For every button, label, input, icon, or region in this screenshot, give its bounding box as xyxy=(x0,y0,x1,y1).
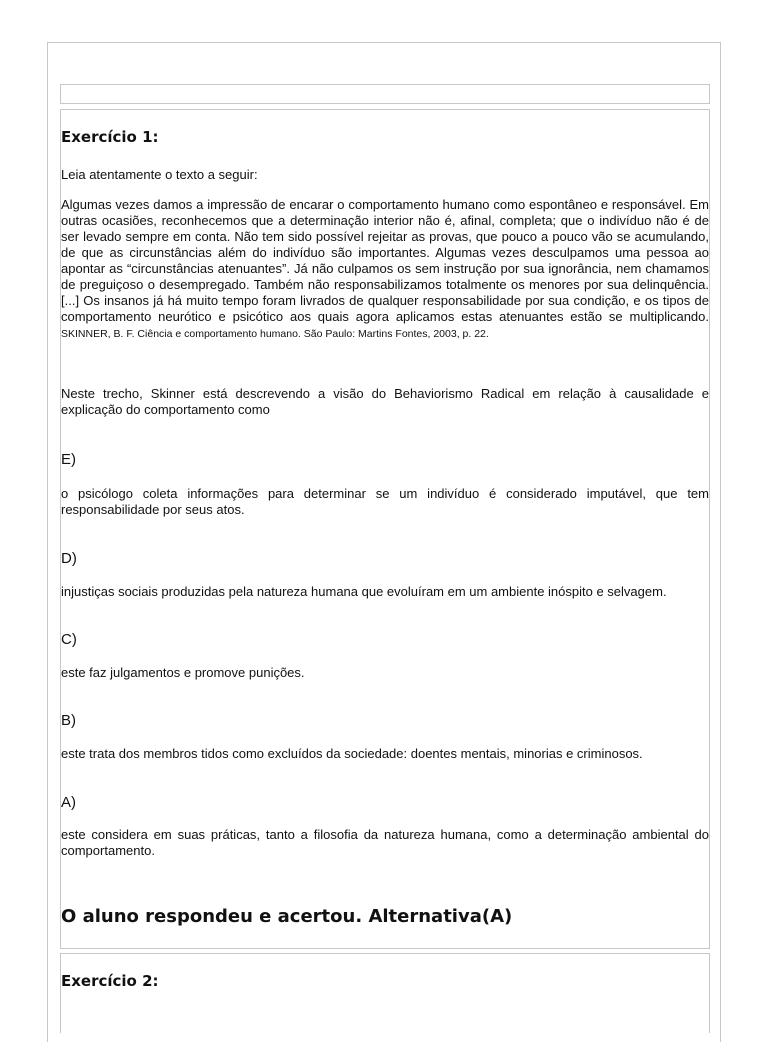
option-b-text[interactable]: este trata dos membros tidos como excluídos da sociedade: doentes mentais, minorias e criminosos. xyxy=(61,746,643,761)
option-c-label[interactable]: C) xyxy=(61,631,77,648)
option-c-text[interactable]: este faz julgamentos e promove punições. xyxy=(61,665,305,680)
passage-text: Algumas vezes damos a impressão de encarar o comportamento humano como espontâneo e responsável. Em outras ocasiões, reconhecemos que a determinação interior não é, afinal, completa; que o indivíduo não é de ser levado sempre em conta. Não tem sido possível rejeitar as provas, que pouco a pouco vão se acumulando, de que as circunstâncias além do indivíduo são importantes. Algumas vezes desculpamos uma pessoa ao apontar as “circunstâncias atenuantes”. Já não culpamos os sem instrução por sua ignorância, nem chamamos de preguiçoso o desempregado. Também não responsabilizamos totalmente os menores por sua delinquência. [...] Os insanos já há muito tempo foram livrados de qualquer responsabilidade por sua condição, e os tipos de comportamento neurótico e psicótico aos quais agora aplicamos estas atenuantes estão se multiplicando. xyxy=(61,197,709,324)
option-a-text[interactable]: este considera em suas práticas, tanto a filosofia da natureza humana, como a determinação ambiental do comportamento. xyxy=(61,827,709,858)
exercise-2-title: Exercício 2: xyxy=(61,972,159,990)
exercise-1-passage xyxy=(61,197,709,342)
option-b-label[interactable]: B) xyxy=(61,712,76,729)
option-d-label[interactable]: D) xyxy=(61,550,77,567)
option-e-text[interactable]: o psicólogo coleta informações para determinar se um indivíduo é considerado imputável, que tem responsabilidade por seus atos. xyxy=(61,486,709,517)
option-a-label[interactable]: A) xyxy=(61,794,76,811)
passage-citation: SKINNER, B. F. Ciência e comportamento humano. São Paulo: Martins Fontes, 2003, p. 22. xyxy=(61,328,489,340)
option-e-label[interactable]: E) xyxy=(61,451,76,468)
option-d-text[interactable]: injustiças sociais produzidas pela natureza humana que evoluíram em um ambiente inóspito e selvagem. xyxy=(61,584,667,599)
answer-result: O aluno respondeu e acertou. Alternativa(A) xyxy=(61,906,513,927)
exercise-1-instruction: Leia atentamente o texto a seguir: xyxy=(61,167,258,182)
exercise-1-question: Neste trecho, Skinner está descrevendo a visão do Behaviorismo Radical em relação à causalidade e explicação do comportamento como xyxy=(61,386,709,417)
exercise-2-box xyxy=(60,953,710,1033)
header-box xyxy=(60,84,710,104)
exercise-1-title: Exercício 1: xyxy=(61,128,159,146)
